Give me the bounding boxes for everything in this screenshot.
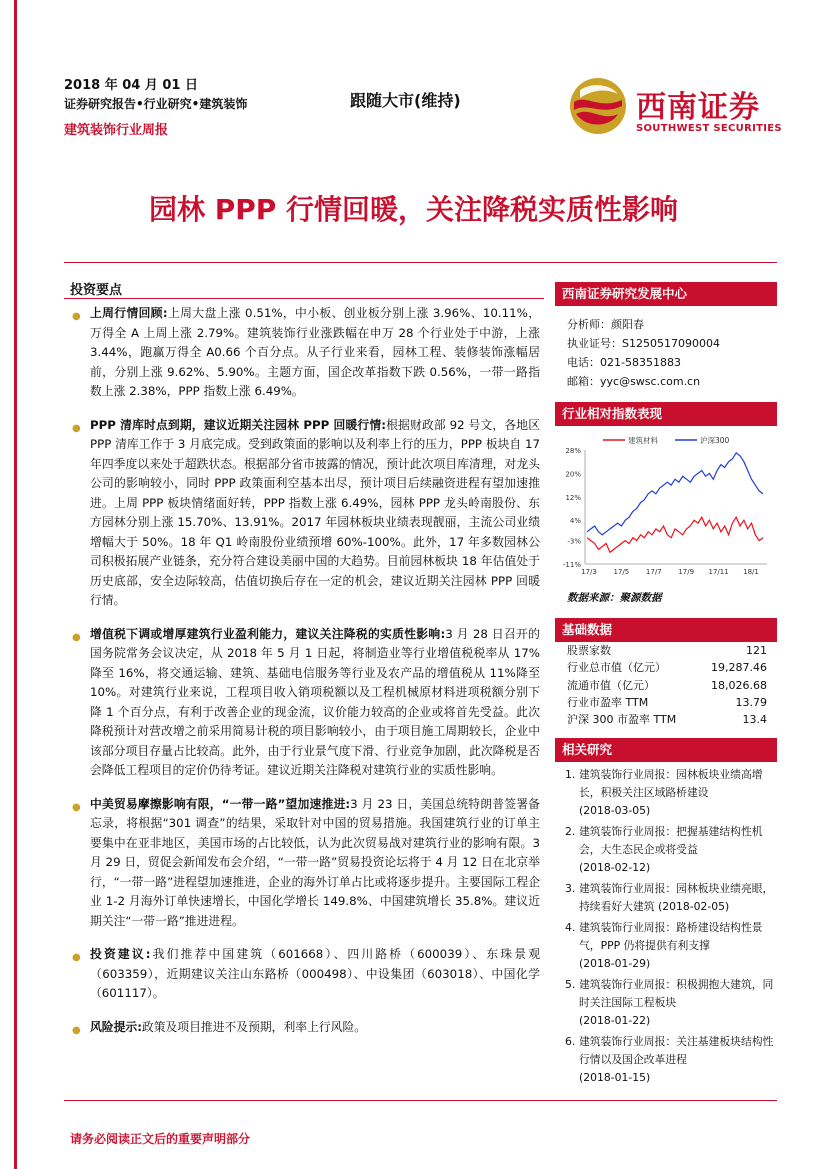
list-item[interactable]: 5. 建筑装饰行业周报：积极拥抱大建筑，同时关注国际工程板块 (2018-01-22) [565, 978, 774, 1027]
report-series: 建筑装饰行业周报 [64, 123, 169, 138]
y-tick-label: 20% [565, 470, 581, 479]
list-item[interactable]: 2. 建筑装饰行业周报：把握基建结构性机会，大生态民企或将受益 (2018-02-12) [565, 825, 763, 874]
bullet-icon: ● [72, 311, 81, 322]
report-title: 园林 PPP 行情回暖，关注降税实质性影响 [148, 193, 679, 226]
bullet-icon: ● [72, 801, 81, 813]
rating: 跟随大市(维持) [350, 91, 461, 110]
related-research-header: 相关研究 [555, 738, 777, 762]
list-item[interactable]: 3. 建筑装饰行业周报：园林板块业绩亮眼，持续看好大建筑 (2018-02-05) [565, 882, 774, 913]
list-item: ● 上周行情回顾:上周大盘上涨 0.51%，中小板、创业板分别上涨 3.96%、10.11%，万得全 A 上周上涨 2.79%。建筑装饰行业涨跌幅在申万 28 个行业处于中游，上涨 3.44%，跑赢万得全 A0.66 个百分点。从子行业来看，园林工程、装修装饰涨幅居前，分别上涨 9.62%、5.90%。主题方面，国企改革指数下跌 0.56%，一带一路指数上涨 2.38%，PPP 指数上涨 6.49%。 [72, 306, 540, 398]
list-item[interactable]: 6. 建筑装饰行业周报：关注基建板块结构性行情以及国企改革进程 (2018-01-15) [565, 1035, 774, 1084]
list-item[interactable]: 4. 建筑装饰行业周报：路桥建设结构性景气，PPP 仍将提供有利支撑 (2018-01-29) [565, 921, 763, 970]
list-item: ● 风险提示:政策及项目推进不及预期，利率上行风险。 [70, 1018, 540, 1038]
list-item: ● PPP 清库时点到期，建议近期关注园林 PPP 回暖行情:根据财政部 92 号文，各地区 PPP 清库工作于 3 月底完成。受到政策面的影响以及利率上行的压力，PPP 板块自 17 年四季度以来处于超跌状态。根据部分省市披露的情况，预计此次项目库清理，对龙头公司的影响较小，同时 PPP 政策面利空基本出尽，预计项目后续融资进程有望加速推进。上周 PPP 板块情绪面好转，PPP 指数上涨 6.49%，园林 PPP 龙头岭南股份、东方园林分别上涨 15.70%、13.91%。2017 年园林板块业绩表现靓丽，主流公司业绩增幅大于 50%。18 年 Q1 岭南股份业绩预增 60%-100%。此外，17 年多数园林公司积极拓展产业链条，充分符合建设美丽中国的大趋势。目前园林板块 18 年估值处于历史底部，安全边际较高，估值切换后存在一定的机会，建议近期关注园林 PPP 回暖行情。 [72, 417, 540, 607]
legend-label: 沪深300 [700, 436, 730, 445]
x-tick-label: 18/1 [743, 568, 759, 576]
list-item: ● 中美贸易摩擦影响有限，“一带一路”望加速推进:3 月 23 日，美国总统特朗普签署备忘录，将根据“301 调查”的结果，采取针对中国的贸易措施。我国建筑行业的订单主要集中在亚非地区，美国市场的占比较低，认为此次贸易战对建筑行业的影响有限。3 月 29 日，贸促会新闻发布会介绍，“一带一路”贸易投资论坛将于 4 月 12 日在北京举行，“一带一路”进程望加速推进，企业的海外订单占比或将逐步提升。主要国际工程企业 1-2 月海外订单快速增长，中国化学增长 149.8%、中国建筑增长 35.8%。建议近期关注“一带一路”推进进程。 [72, 796, 540, 928]
list-item[interactable]: 1. 建筑装饰行业周报：园林板块业绩高增长，积极关注区域路桥建设 (2018-03-05) [565, 768, 763, 817]
x-tick-label: 17/11 [708, 568, 729, 576]
investment-points-heading: 投资要点 [70, 283, 123, 298]
bullet-icon: ● [72, 952, 81, 963]
analyst-license: 执业证号：S1250517090004 [567, 337, 720, 350]
analyst-name: 分析师：颜阳春 [567, 318, 644, 331]
x-tick-label: 17/3 [581, 568, 597, 576]
analyst-info [567, 315, 720, 391]
left-accent-bar [14, 0, 17, 1169]
table-row: 行业市盈率 TTM 13.79 [567, 695, 767, 709]
basic-data-table [567, 642, 767, 728]
table-row: 沪深 300 市盈率 TTM 13.4 [567, 713, 767, 727]
basic-data-header: 基础数据 [555, 618, 777, 642]
analyst-phone: 电话：021-58351883 [567, 356, 681, 369]
report-category: 证券研究报告•行业研究•建筑装饰 [64, 97, 248, 111]
table-row: 股票家数 121 [567, 644, 767, 657]
bullet-icon: ● [72, 631, 81, 643]
x-tick-label: 17/7 [645, 568, 662, 576]
analyst-email[interactable]: 邮箱：yyc@swsc.com.cn [567, 375, 701, 388]
title-divider [64, 262, 777, 263]
related-research-list [565, 766, 775, 1090]
list-item: ● 投资建议:我们推荐中国建筑（601668）、四川路桥（600039）、东珠景观（603359），近期建议关注山东路桥（000498）、中设集团（603018）、中国化学（601117）。 [72, 947, 541, 1000]
investment-points [70, 304, 540, 1051]
table-row: 流通市值（亿元） 18,026.68 [567, 678, 767, 692]
footer-disclaimer: 请务必阅读正文后的重要声明部分 [70, 1132, 251, 1146]
bullet-icon: ● [72, 1024, 81, 1036]
series-line [587, 517, 763, 552]
section-divider [64, 298, 544, 299]
x-tick-label: 17/9 [678, 568, 695, 576]
footer-divider [64, 1100, 777, 1101]
research-center-header: 西南证券研究发展中心 [555, 282, 777, 306]
bullet-icon: ● [72, 422, 81, 434]
y-tick-label: 12% [565, 493, 581, 502]
series-line [587, 453, 763, 535]
y-tick-label: -3% [567, 537, 581, 546]
y-tick-label: 4% [569, 517, 581, 526]
table-row: 行业总市值（亿元） 19,287.46 [567, 661, 767, 675]
list-item: ● 增值税下调或增厚建筑行业盈利能力，建议关注降税的实质性影响:3 月 28 日召开的国务院常务会议决定，从 2018 年 5 月 1 日起，将制造业等行业增值税税率从 17%降至 16%，将交通运输、建筑、基础电信服务等行业及农产品的增值税从 11%降至 10%。对建筑行业来说，工程项目收入销项税额以及工程机械原材料进项税额分别下降 1 个百分点，有利于改善企业的现金流，议价能力较高的企业或将首先受益。此次降税预计对营改增之前采用简易计税的项目影响较小，由于项目施工周期较长，企业中该部分项目存量占比较高。此外，由于行业景气度下滑、行业竞争加剧，此次降税是否会降低工程项目的定价仍待考证。建议近期关注降税对建筑行业的实质性影响。 [72, 626, 540, 777]
y-tick-label: 28% [565, 447, 581, 455]
y-tick-label: -11% [562, 561, 581, 569]
logo-chinese-name: 西南证券 [636, 90, 760, 125]
legend-label: 建筑材料 [628, 436, 658, 445]
chart-source: 数据来源：聚源数据 [567, 592, 662, 604]
southwest-securities-logo-icon [568, 76, 628, 136]
report-date: 2018 年 04 月 01 日 [64, 78, 198, 93]
x-tick-label: 17/5 [613, 568, 630, 576]
chart-section-header: 行业相对指数表现 [555, 402, 777, 426]
relative-index-chart [555, 430, 777, 590]
logo-english-name: SOUTHWEST SECURITIES [636, 123, 782, 134]
